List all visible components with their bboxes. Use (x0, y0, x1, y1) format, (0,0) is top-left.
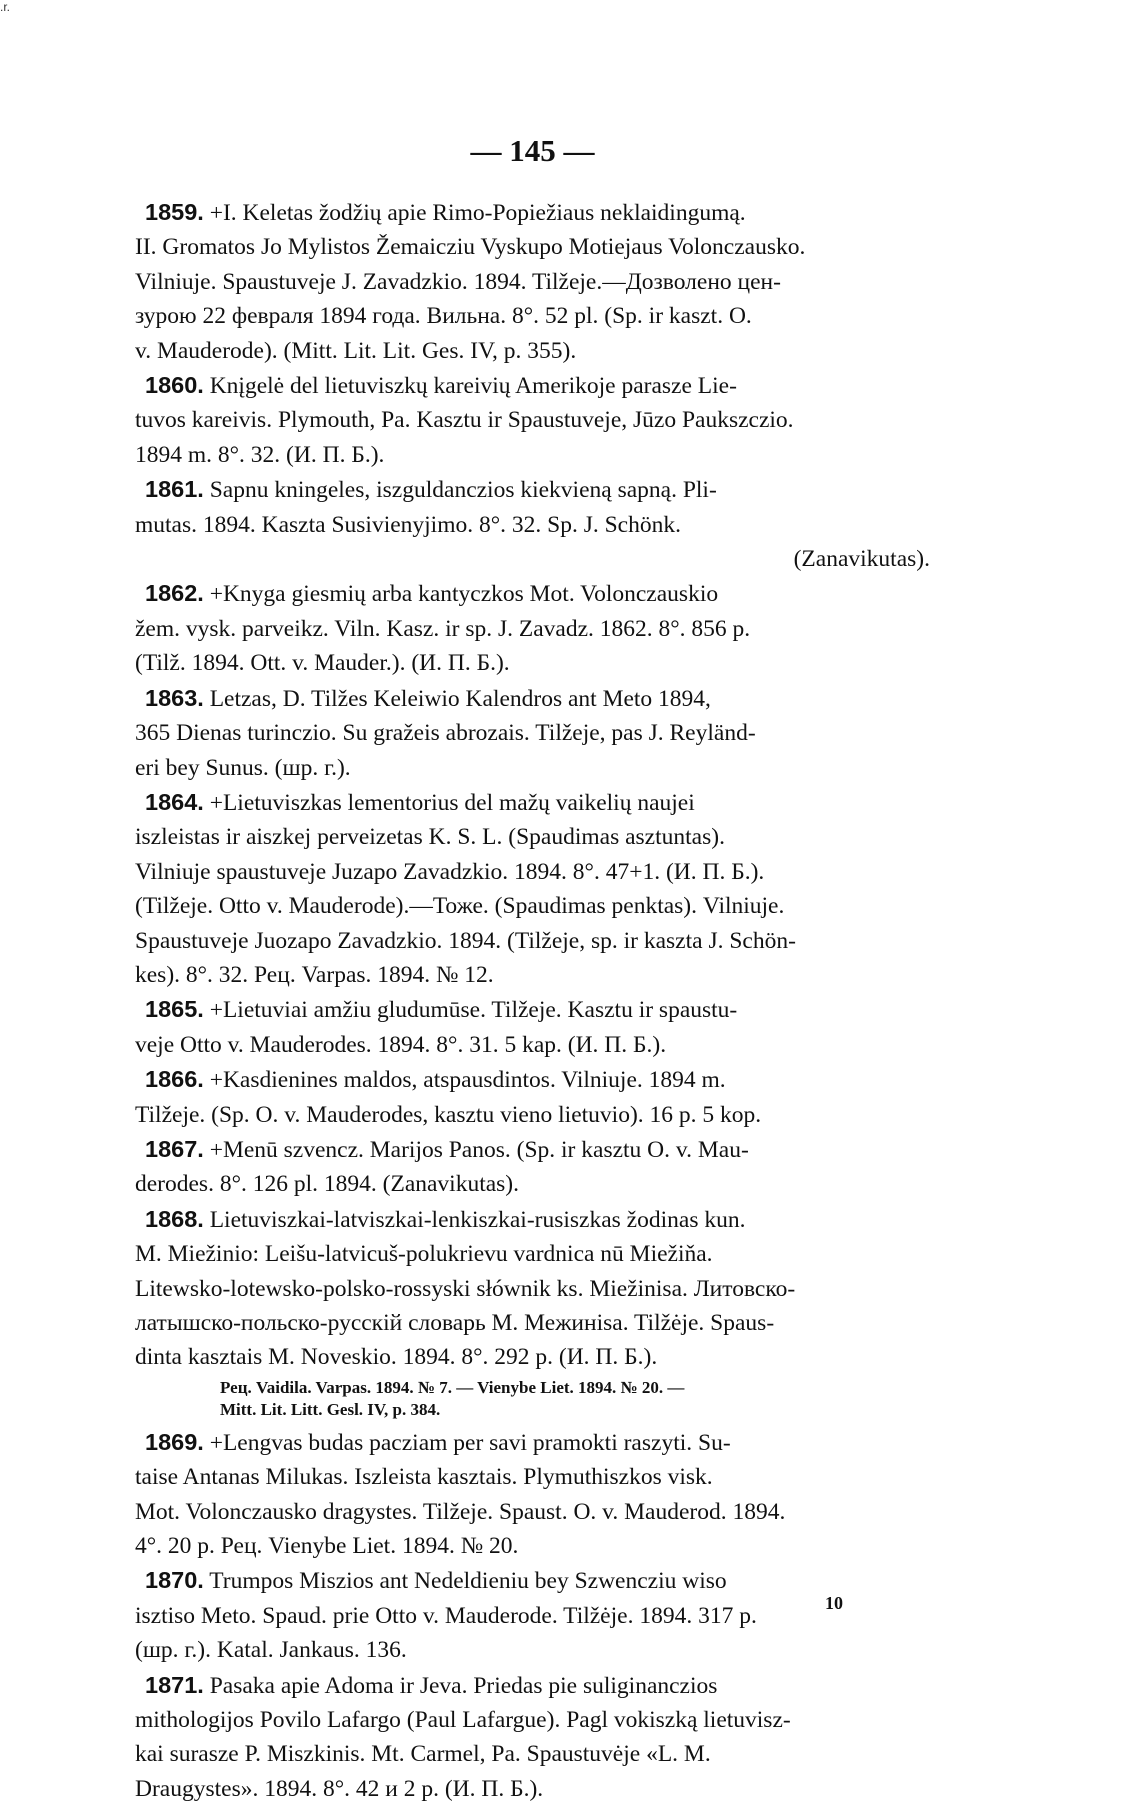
entry-line: Knįgelė del lietuviszkų kareivių Amerikoje parasze Lie- (209, 373, 737, 400)
entry-number: 1861. (145, 476, 204, 503)
entry-1869 (135, 1425, 930, 1564)
entry-line: (Zanavikutas). (793, 546, 930, 573)
entry-line: Litewsko-lotewsko-polsko-rossyski słównik ks. Miežinisa. Литовско- (135, 1275, 796, 1302)
signature-mark: 10 (825, 1593, 843, 1613)
entry-1861 (135, 472, 930, 576)
entry-line: v. Mauderode). (Mitt. Lit. Lit. Ges. IV, p. 355). (135, 337, 577, 364)
entry-number: 1865. (145, 996, 204, 1023)
entry-line: Tilžeje. (Sp. O. v. Mauderodes, kasztu vieno lietuvio). 16 p. 5 kop. (135, 1101, 762, 1128)
entry-1860 (135, 368, 930, 472)
entry-line: veje Otto v. Mauderodes. 1894. 8°. 31. 5 kap. (И. П. Б.). (135, 1031, 667, 1058)
entry-1868 (135, 1202, 930, 1421)
entry-number: 1867. (145, 1135, 204, 1162)
entry-line: M. Miežinio: Leišu-latvicuš-polukrievu vardnica nū Miežiňa. (135, 1241, 713, 1268)
entry-number: 1863. (145, 684, 204, 711)
entry-line: Letzas, D. Tilžes Keleiwio Kalendros ant Meto 1894, (209, 685, 711, 712)
entry-line: tuvos kareivis. Plymouth, Pa. Kasztu ir Spaustuveje, Jūzo Paukszczio. (135, 407, 794, 434)
entry-line: (Tilžeje. Otto v. Mauderode).—Тоже. (Spaudimas penktas). Vilniuje. (135, 893, 785, 920)
entry-line: зурою 22 февраля 1894 года. Вильна. 8°. 52 pl. (Sp. ir kaszt. O. (135, 303, 752, 330)
note-line: Mitt. Lit. Litt. Gesl. IV, p. 384. (220, 1399, 441, 1419)
note-line: Рец. Vaidila. Varpas. 1894. № 7. — Vienybe Liet. 1894. № 20. — (220, 1377, 685, 1397)
entry-line: 1894 m. 8°. 32. (И. П. Б.). (135, 441, 385, 468)
entry-line: +Lietuviszkas lementorius del mažų vaikelių naujei (209, 789, 695, 816)
entry-line: +Menū szvencz. Marijos Panos. (Sp. ir kasztu O. v. Mau- (209, 1136, 749, 1163)
entry-line: Mot. Volonczausko dragystes. Tilžeje. Spaust. O. v. Mauderod. 1894. (135, 1498, 786, 1525)
entry-1871 (135, 1668, 930, 1806)
entry-number: 1862. (145, 580, 204, 607)
entry-line: Vilniuje spaustuveje Juzapo Zavadzkio. 1894. 8°. 47+1. (И. П. Б.). (135, 858, 765, 885)
entry-line: eri bey Sunus. (шр. г.). (135, 754, 351, 781)
entry-1864 (135, 785, 930, 992)
entry-number: 1871. (145, 1671, 204, 1698)
entry-number: 1870. (145, 1567, 204, 1594)
entry-number: 1860. (145, 372, 204, 399)
entry-line: 365 Dienas turinczio. Su gražeis abrozais. Tilžeje, pas J. Reyländ- (135, 720, 756, 747)
corner-mark: .r. (0, 0, 11, 14)
entry-1862 (135, 576, 930, 680)
bibliography-body (135, 195, 930, 1806)
entry-number: 1859. (145, 199, 204, 225)
entry-1865 (135, 992, 930, 1062)
entry-line: dinta kasztais M. Noveskio. 1894. 8°. 292 p. (И. П. Б.). (135, 1344, 658, 1371)
entry-line: +Lengvas budas pacziam per savi pramokti raszyti. Su- (209, 1429, 731, 1456)
entry-line: +Kasdienines maldos, atspausdintos. Vilniuje. 1894 m. (209, 1067, 726, 1094)
entry-line: +I. Keletas žodžių apie Rimo-Popiežiaus neklaidingumą. (209, 200, 746, 226)
entry-line: iszleistas ir aiszkej perveizetas K. S. L. (Spaudimas asztuntas). (135, 824, 725, 851)
entry-line: derodes. 8°. 126 pl. 1894. (Zanavikutas). (135, 1171, 520, 1198)
entry-line: mutas. 1894. Kaszta Susivienyjimo. 8°. 32. Sp. J. Schönk. (135, 511, 681, 538)
entry-line: Draugystes». 1894. 8°. 42 и 2 p. (И. П. Б.). (135, 1775, 544, 1802)
entry-line: žem. vysk. parveikz. Viln. Kasz. ir sp. J. Zavadz. 1862. 8°. 856 p. (135, 615, 751, 642)
entry-line: isztiso Meto. Spaud. prie Otto v. Mauderode. Tilžėje. 1894. 317 p. (135, 1602, 757, 1629)
entry-number: 1868. (145, 1205, 204, 1232)
entry-line: kai surasze P. Miszkinis. Mt. Carmel, Pa. Spaustuvėje «L. M. (135, 1741, 711, 1768)
entry-1870 (135, 1563, 930, 1667)
entry-line: латышско-польско-русскій словарь М. Межинisa. Tilžėje. Spaus- (135, 1310, 775, 1336)
entry-line: Vilniuje. Spaustuveje J. Zavadzkio. 1894. Tilžeje.—Дозволено цен- (135, 268, 781, 295)
entry-line: Lietuviszkai-latviszkai-lenkiszkai-rusiszkas žodinas kun. (209, 1206, 746, 1233)
entry-line: +Lietuviai amžiu gludumūse. Tilžeje. Kasztu ir spaustu- (209, 997, 738, 1024)
page-number: — 145 — (470, 133, 595, 168)
entry-1867 (135, 1132, 930, 1202)
entry-1859 (135, 195, 930, 368)
entry-line: taise Antanas Milukas. Iszleista kasztais. Plymuthiszkos visk. (135, 1464, 713, 1491)
entry-number: 1864. (145, 788, 204, 815)
entry-line: Trumpos Miszios ant Nedeldieniu bey Szwencziu wiso (209, 1568, 727, 1595)
entry-line: Pasaka apie Adoma ir Jeva. Priedas pie suliginanczios (209, 1672, 718, 1699)
entry-line: +Knyga giesmių arba kantyczkos Mot. Volonczauskio (209, 581, 719, 608)
entry-line: II. Gromatos Jo Mylistos Žemaicziu Vyskupo Motiejaus Volonczausko. (135, 234, 806, 261)
entry-line: (Tilž. 1894. Ott. v. Mauder.). (И. П. Б.). (135, 650, 510, 677)
entry-line: Spaustuveje Juozapo Zavadzkio. 1894. (Tilžeje, sp. ir kaszta J. Schön- (135, 927, 796, 954)
entry-line: Sapnu kningeles, iszguldanczios kiekvieną sapną. Pli- (209, 477, 717, 504)
entry-1863 (135, 681, 930, 785)
entry-number: 1869. (145, 1428, 204, 1455)
entry-line: mithologijos Povilo Lafargo (Paul Lafargue). Pagl vokiszką lietuvisz- (135, 1707, 791, 1734)
entry-number: 1866. (145, 1066, 204, 1093)
entry-1866 (135, 1062, 930, 1132)
entry-line: kes). 8°. 32. Рец. Varpas. 1894. № 12. (135, 961, 494, 988)
entry-line: 4°. 20 p. Рец. Vienybe Liet. 1894. № 20. (135, 1533, 519, 1560)
review-note (135, 1377, 930, 1421)
entry-line: (шр. г.). Katal. Jankaus. 136. (135, 1637, 407, 1664)
